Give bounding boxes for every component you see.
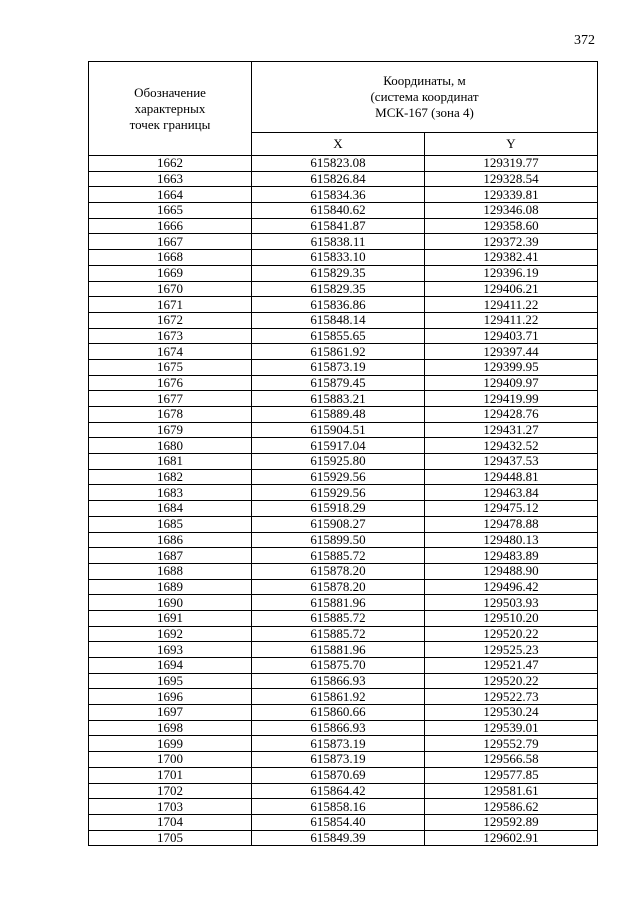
x-coordinate-cell: 615823.08 [252, 156, 425, 172]
point-cell: 1673 [89, 328, 252, 344]
table-row [89, 642, 598, 658]
x-coordinate-cell: 615848.14 [252, 312, 425, 328]
point-cell: 1674 [89, 344, 252, 360]
coordinates-table [88, 61, 598, 846]
x-coordinate-cell: 615833.10 [252, 250, 425, 266]
point-cell: 1663 [89, 171, 252, 187]
y-coordinate-cell: 129566.58 [425, 752, 598, 768]
point-cell: 1701 [89, 767, 252, 783]
y-coordinate-cell: 129522.73 [425, 689, 598, 705]
table-row [89, 203, 598, 219]
y-coordinate-cell: 129520.22 [425, 673, 598, 689]
point-cell: 1681 [89, 454, 252, 470]
x-coordinate-cell: 615885.72 [252, 548, 425, 564]
point-cell: 1666 [89, 218, 252, 234]
point-cell: 1702 [89, 783, 252, 799]
x-coordinate-cell: 615873.19 [252, 359, 425, 375]
y-coordinate-cell: 129339.81 [425, 187, 598, 203]
y-coordinate-cell: 129396.19 [425, 265, 598, 281]
point-cell: 1687 [89, 548, 252, 564]
point-cell: 1664 [89, 187, 252, 203]
y-coordinate-cell: 129488.90 [425, 563, 598, 579]
point-cell: 1680 [89, 438, 252, 454]
table-row [89, 767, 598, 783]
point-cell: 1662 [89, 156, 252, 172]
x-coordinate-cell: 615861.92 [252, 344, 425, 360]
y-coordinate-cell: 129397.44 [425, 344, 598, 360]
table-row [89, 171, 598, 187]
x-coordinate-cell: 615889.48 [252, 407, 425, 423]
y-coordinate-cell: 129437.53 [425, 454, 598, 470]
table-row [89, 250, 598, 266]
x-coordinate-cell: 615883.21 [252, 391, 425, 407]
x-coordinate-cell: 615826.84 [252, 171, 425, 187]
point-cell: 1677 [89, 391, 252, 407]
point-cell: 1671 [89, 297, 252, 313]
x-coordinate-cell: 615870.69 [252, 767, 425, 783]
x-coordinate-cell: 615858.16 [252, 799, 425, 815]
point-cell: 1698 [89, 720, 252, 736]
coordinates-header: Координаты, м (система координат МСК-167 (зона 4) [252, 62, 598, 133]
y-coordinate-cell: 129463.84 [425, 485, 598, 501]
y-coordinate-cell: 129483.89 [425, 548, 598, 564]
x-coordinate-cell: 615879.45 [252, 375, 425, 391]
table-header [89, 62, 598, 156]
y-coordinate-cell: 129496.42 [425, 579, 598, 595]
table-body [89, 156, 598, 846]
y-coordinate-cell: 129328.54 [425, 171, 598, 187]
table-row [89, 548, 598, 564]
point-cell: 1704 [89, 814, 252, 830]
table-row [89, 187, 598, 203]
x-coordinate-cell: 615836.86 [252, 297, 425, 313]
x-coordinate-cell: 615854.40 [252, 814, 425, 830]
y-coordinate-cell: 129403.71 [425, 328, 598, 344]
y-coordinate-cell: 129399.95 [425, 359, 598, 375]
table-row [89, 312, 598, 328]
point-cell: 1676 [89, 375, 252, 391]
table-row [89, 438, 598, 454]
y-coordinate-cell: 129552.79 [425, 736, 598, 752]
y-coordinate-cell: 129411.22 [425, 297, 598, 313]
table-row [89, 218, 598, 234]
point-cell: 1679 [89, 422, 252, 438]
table-row [89, 658, 598, 674]
x-coordinate-cell: 615925.80 [252, 454, 425, 470]
point-cell: 1697 [89, 705, 252, 721]
x-coordinate-cell: 615849.39 [252, 830, 425, 846]
page-number: 372 [574, 33, 595, 48]
table-row [89, 516, 598, 532]
table-row [89, 830, 598, 846]
x-column-header: X [252, 132, 425, 155]
point-cell: 1672 [89, 312, 252, 328]
y-coordinate-cell: 129372.39 [425, 234, 598, 250]
point-cell: 1700 [89, 752, 252, 768]
table-row [89, 532, 598, 548]
point-cell: 1695 [89, 673, 252, 689]
x-coordinate-cell: 615829.35 [252, 265, 425, 281]
point-cell: 1696 [89, 689, 252, 705]
point-cell: 1693 [89, 642, 252, 658]
point-cell: 1678 [89, 407, 252, 423]
x-coordinate-cell: 615873.19 [252, 752, 425, 768]
table-row [89, 595, 598, 611]
y-coordinate-cell: 129432.52 [425, 438, 598, 454]
point-cell: 1686 [89, 532, 252, 548]
table-row [89, 501, 598, 517]
point-cell: 1705 [89, 830, 252, 846]
table-row [89, 610, 598, 626]
table-row [89, 265, 598, 281]
y-coordinate-cell: 129503.93 [425, 595, 598, 611]
table-row [89, 469, 598, 485]
table-row [89, 156, 598, 172]
table-row [89, 281, 598, 297]
y-column-header: Y [425, 132, 598, 155]
x-coordinate-cell: 615878.20 [252, 563, 425, 579]
table-row [89, 234, 598, 250]
table-row [89, 705, 598, 721]
point-cell: 1688 [89, 563, 252, 579]
y-coordinate-cell: 129510.20 [425, 610, 598, 626]
x-coordinate-cell: 615861.92 [252, 689, 425, 705]
x-coordinate-cell: 615885.72 [252, 626, 425, 642]
table-row [89, 626, 598, 642]
x-coordinate-cell: 615841.87 [252, 218, 425, 234]
point-cell: 1689 [89, 579, 252, 595]
x-coordinate-cell: 615881.96 [252, 595, 425, 611]
x-coordinate-cell: 615908.27 [252, 516, 425, 532]
x-coordinate-cell: 615838.11 [252, 234, 425, 250]
x-coordinate-cell: 615929.56 [252, 485, 425, 501]
y-coordinate-cell: 129428.76 [425, 407, 598, 423]
y-coordinate-cell: 129577.85 [425, 767, 598, 783]
y-coordinate-cell: 129480.13 [425, 532, 598, 548]
point-cell: 1692 [89, 626, 252, 642]
x-coordinate-cell: 615878.20 [252, 579, 425, 595]
point-cell: 1685 [89, 516, 252, 532]
y-coordinate-cell: 129530.24 [425, 705, 598, 721]
table-row [89, 375, 598, 391]
table-row [89, 344, 598, 360]
y-coordinate-cell: 129592.89 [425, 814, 598, 830]
y-coordinate-cell: 129525.23 [425, 642, 598, 658]
x-coordinate-cell: 615899.50 [252, 532, 425, 548]
point-designation-header: Обозначение характерных точек границы [89, 62, 252, 156]
y-coordinate-cell: 129411.22 [425, 312, 598, 328]
x-coordinate-cell: 615917.04 [252, 438, 425, 454]
table-row [89, 391, 598, 407]
table-row [89, 752, 598, 768]
point-cell: 1691 [89, 610, 252, 626]
y-coordinate-cell: 129581.61 [425, 783, 598, 799]
y-coordinate-cell: 129419.99 [425, 391, 598, 407]
y-coordinate-cell: 129521.47 [425, 658, 598, 674]
point-cell: 1665 [89, 203, 252, 219]
point-cell: 1684 [89, 501, 252, 517]
x-coordinate-cell: 615929.56 [252, 469, 425, 485]
y-coordinate-cell: 129319.77 [425, 156, 598, 172]
table-row [89, 736, 598, 752]
y-coordinate-cell: 129586.62 [425, 799, 598, 815]
x-coordinate-cell: 615873.19 [252, 736, 425, 752]
x-coordinate-cell: 615881.96 [252, 642, 425, 658]
table-row [89, 689, 598, 705]
table-row [89, 783, 598, 799]
x-coordinate-cell: 615875.70 [252, 658, 425, 674]
table-row [89, 454, 598, 470]
point-cell: 1670 [89, 281, 252, 297]
table-row [89, 407, 598, 423]
y-coordinate-cell: 129346.08 [425, 203, 598, 219]
point-cell: 1682 [89, 469, 252, 485]
x-coordinate-cell: 615866.93 [252, 720, 425, 736]
x-coordinate-cell: 615866.93 [252, 673, 425, 689]
table-row [89, 359, 598, 375]
point-cell: 1703 [89, 799, 252, 815]
table-row [89, 720, 598, 736]
x-coordinate-cell: 615864.42 [252, 783, 425, 799]
y-coordinate-cell: 129406.21 [425, 281, 598, 297]
x-coordinate-cell: 615840.62 [252, 203, 425, 219]
point-cell: 1668 [89, 250, 252, 266]
y-coordinate-cell: 129539.01 [425, 720, 598, 736]
table-row [89, 485, 598, 501]
point-cell: 1694 [89, 658, 252, 674]
point-cell: 1683 [89, 485, 252, 501]
y-coordinate-cell: 129520.22 [425, 626, 598, 642]
point-cell: 1690 [89, 595, 252, 611]
x-coordinate-cell: 615834.36 [252, 187, 425, 203]
x-coordinate-cell: 615885.72 [252, 610, 425, 626]
table-row [89, 563, 598, 579]
point-cell: 1669 [89, 265, 252, 281]
table-row [89, 814, 598, 830]
y-coordinate-cell: 129478.88 [425, 516, 598, 532]
table-row [89, 297, 598, 313]
x-coordinate-cell: 615904.51 [252, 422, 425, 438]
table-row [89, 579, 598, 595]
y-coordinate-cell: 129448.81 [425, 469, 598, 485]
x-coordinate-cell: 615918.29 [252, 501, 425, 517]
x-coordinate-cell: 615860.66 [252, 705, 425, 721]
y-coordinate-cell: 129382.41 [425, 250, 598, 266]
table-row [89, 799, 598, 815]
y-coordinate-cell: 129431.27 [425, 422, 598, 438]
point-cell: 1667 [89, 234, 252, 250]
y-coordinate-cell: 129602.91 [425, 830, 598, 846]
y-coordinate-cell: 129409.97 [425, 375, 598, 391]
x-coordinate-cell: 615855.65 [252, 328, 425, 344]
table-row [89, 422, 598, 438]
table-row [89, 673, 598, 689]
point-cell: 1699 [89, 736, 252, 752]
y-coordinate-cell: 129358.60 [425, 218, 598, 234]
point-cell: 1675 [89, 359, 252, 375]
x-coordinate-cell: 615829.35 [252, 281, 425, 297]
y-coordinate-cell: 129475.12 [425, 501, 598, 517]
table-row [89, 328, 598, 344]
